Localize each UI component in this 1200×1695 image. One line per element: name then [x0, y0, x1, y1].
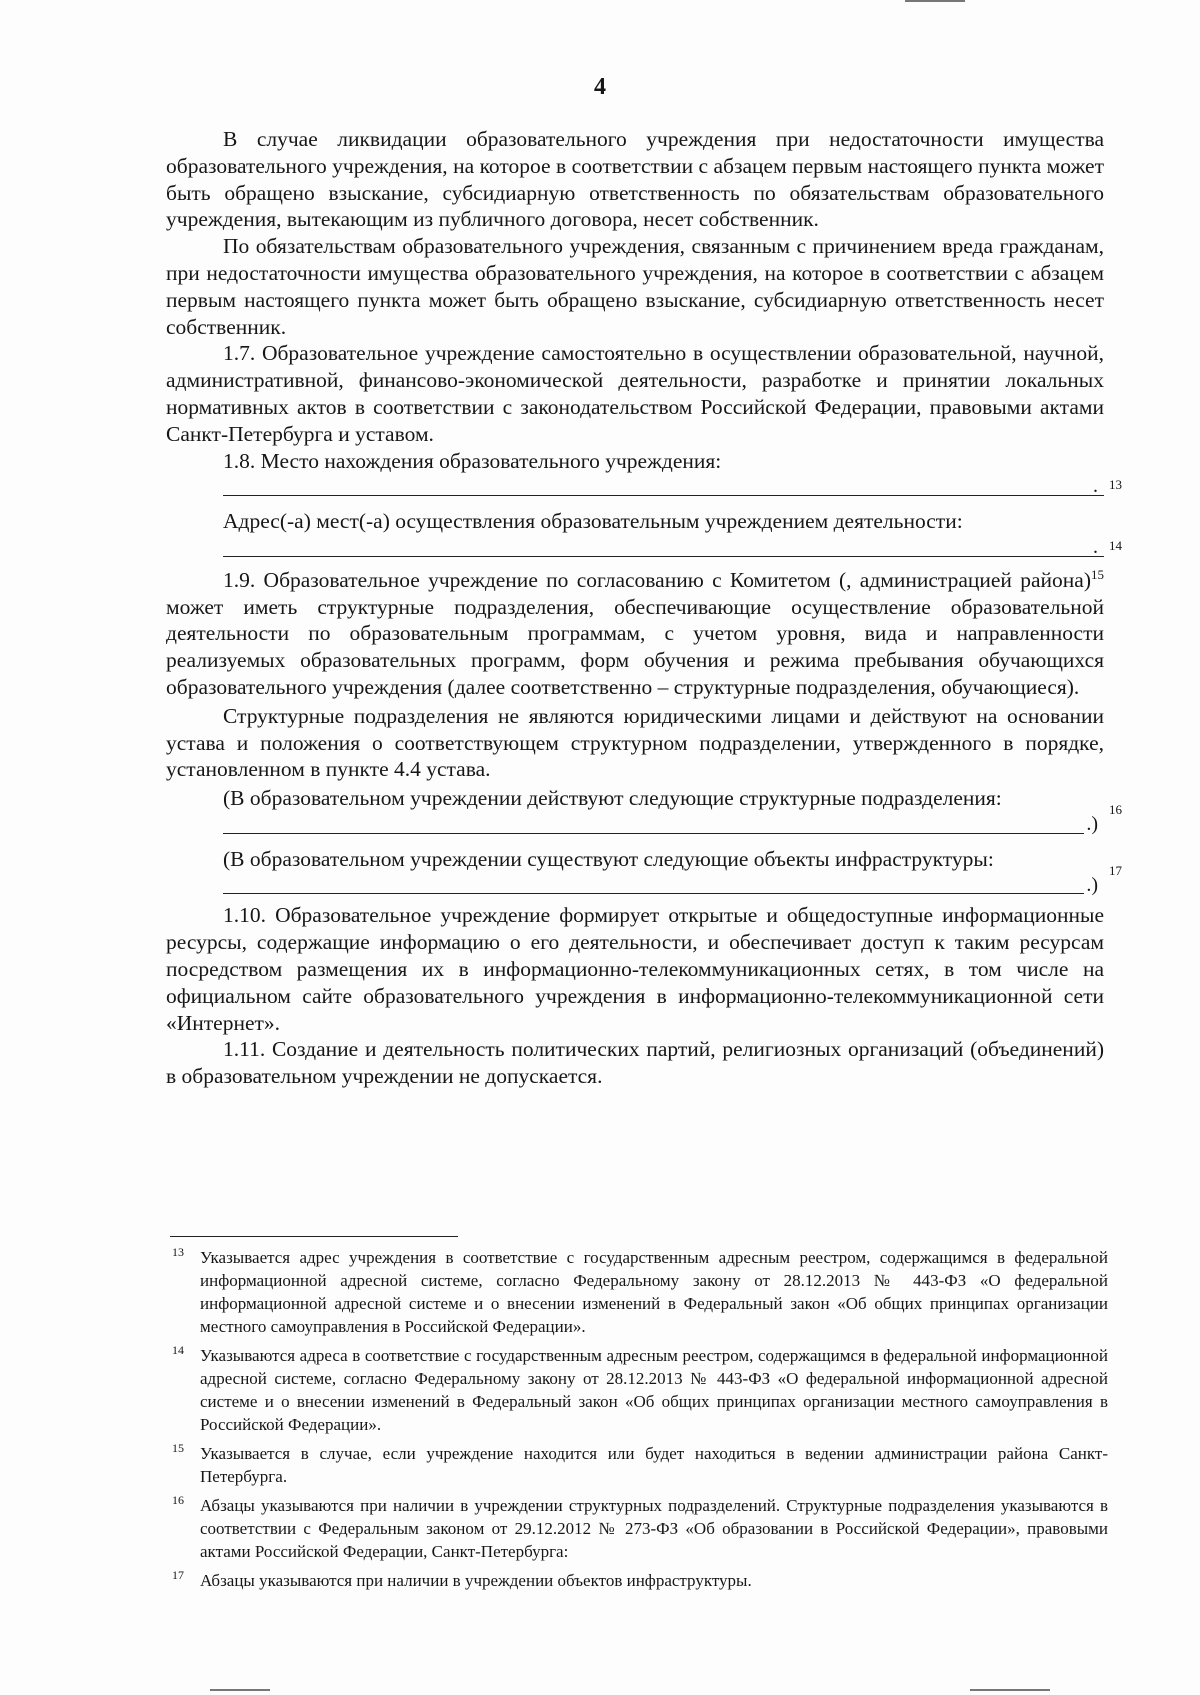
paragraph-liquidation: В случае ликвидации образовательного учреждения при недостаточности имущества образовательного учреждения, на которое в соответствии с абзацем первым настоящего пункта может быть обращено взыскание, субсидиарную ответственность по обязательствам образовательного учреждения, вытекающим из публичного договора, несет собственник. [166, 127, 1104, 232]
paragraph-1-7: 1.7. Образовательное учреждение самостоятельно в осуществлении образовательной, научной, административной, финансово-экономической деятельности, разработке и принятии локальных нормативных актов в соответствии с законодательством Российской Федерации, правовыми актами Санкт-Петербурга и уставом. [166, 341, 1104, 446]
footnote-text: Абзацы указываются при наличии в учреждении структурных подразделений. Структурные подразделения указываются в соответствии с Федеральным законом от 29.12.2012 № 273-ФЗ «Об образовании в Российской Федерации», правовыми актами Российской Федерации, Санкт-Петербурга: [200, 1496, 1108, 1561]
scan-edge-mark-bottom-left [210, 1689, 270, 1691]
paragraph-activity-addresses: Адрес(-а) мест(-а) осуществления образовательным учреждением деятельности: [223, 509, 963, 534]
footnote-text: Указывается в случае, если учреждение находится или будет находиться в ведении администрации района Санкт-Петербурга. [200, 1444, 1108, 1486]
footnote-17 [172, 1569, 1108, 1592]
footnote-text: Указываются адреса в соответствие с государственным адресным реестром, содержащимся в федеральной информационной адресной системе, согласно Федеральному закону от 28.12.2013 № 443-ФЗ «О федеральной информационной адресной системе и о внесении изменений в Федеральный закон «Об общих принципах организации местного самоуправления в Российской Федерации». [200, 1346, 1108, 1434]
document-body [166, 126, 1122, 1090]
scan-edge-mark-top [905, 0, 965, 2]
scan-edge-mark-bottom-right [970, 1689, 1050, 1691]
paragraph-infrastructure: (В образовательном учреждении существуют следующие объекты инфраструктуры: [223, 846, 994, 871]
page-number: 4 [594, 74, 606, 100]
footnote-16 [172, 1494, 1108, 1563]
footnote-ref-14: 14 [1109, 537, 1122, 553]
paragraph-1-9 [166, 567, 1104, 701]
infrastructure-blank-close: .) [1086, 873, 1098, 896]
footnote-number: 15 [172, 1441, 184, 1455]
paragraph-1-10: 1.10. Образовательное учреждение формирует открытые и общедоступные информационные ресурсы, содержащие информацию о его деятельности, и обеспечивает доступ к таким ресурсам посредством размещения их в информационно-телекоммуникационных сетях, в том числе на официальном сайте образовательного учреждения в информационно-телекоммуникационной сети «Интернет». [166, 903, 1104, 1035]
footnote-14 [172, 1344, 1108, 1436]
footnote-number: 14 [172, 1343, 184, 1357]
structural-units-blank-field [166, 801, 1122, 839]
paragraph-liability: По обязательствам образовательного учреждения, связанным с причинением вреда гражданам, при недостаточности имущества образовательного учреждения, на которое в соответствии с абзацем первым настоящего пункта может быть обращено взыскание, субсидиарную ответственность несет собственник. [166, 234, 1104, 339]
footnote-15 [172, 1442, 1108, 1488]
activity-addresses-blank-field [166, 535, 1122, 562]
paragraph-1-9-start: 1.9. Образовательное учреждение по согласованию с Комитетом (, администрацией района) [223, 567, 1091, 592]
footnote-number: 13 [172, 1245, 184, 1259]
structural-units-blank-line [223, 833, 1084, 834]
location-blank-line [223, 495, 1104, 496]
footnote-ref-15: 15 [1091, 566, 1104, 582]
location-blank-field [166, 474, 1122, 501]
activity-addresses-blank-line [223, 556, 1104, 557]
infrastructure-blank-field [166, 862, 1122, 900]
footnote-ref-13: 13 [1109, 477, 1122, 493]
footnote-text: Указывается адрес учреждения в соответствие с государственным адресным реестром, содержащимся в федеральной информационной адресной системе, согласно Федеральному закону от 28.12.2013 № 443-ФЗ «О федеральной информационной адресной системе и о внесении изменений в Федеральный закон «Об общих принципах организации местного самоуправления в Российской Федерации». [200, 1248, 1108, 1336]
paragraph-1-8: 1.8. Место нахождения образовательного учреждения: [223, 448, 722, 473]
paragraph-structural-units-list: (В образовательном учреждении действуют следующие структурные подразделения: [223, 786, 1002, 811]
paragraph-1-9-rest: может иметь структурные подразделения, обеспечивающие осуществление образовательной деятельности по образовательным программам, с учетом уровня, вида и направленности реализуемых образовательных программ, форм обучения и режима пребывания обучающихся образовательного учреждения (далее соответственно – структурные подразделения, обучающиеся). [166, 594, 1104, 699]
infrastructure-blank-line [223, 893, 1084, 894]
paragraph-structural-units: Структурные подразделения не являются юридическими лицами и действуют на основании устава и положения о соответствующем структурном подразделении, утвержденного в порядке, установленном в пункте 4.4 устава. [166, 703, 1104, 782]
footnote-number: 17 [172, 1568, 184, 1582]
activity-addresses-blank-period: . [1093, 535, 1098, 558]
location-blank-period: . [1093, 475, 1098, 498]
footnote-13 [172, 1246, 1108, 1338]
footnotes [172, 1246, 1108, 1592]
paragraph-1-11: 1.11. Создание и деятельность политических партий, религиозных организаций (объединений) в образовательном учреждении не допускается. [166, 1037, 1104, 1089]
footnote-separator [170, 1236, 458, 1237]
footnote-number: 16 [172, 1493, 184, 1507]
footnote-text: Абзацы указываются при наличии в учреждении объектов инфраструктуры. [200, 1571, 752, 1590]
footnote-ref-16: 16 [1109, 801, 1122, 817]
structural-units-blank-close: .) [1086, 812, 1098, 835]
footnote-ref-17: 17 [1109, 862, 1122, 878]
